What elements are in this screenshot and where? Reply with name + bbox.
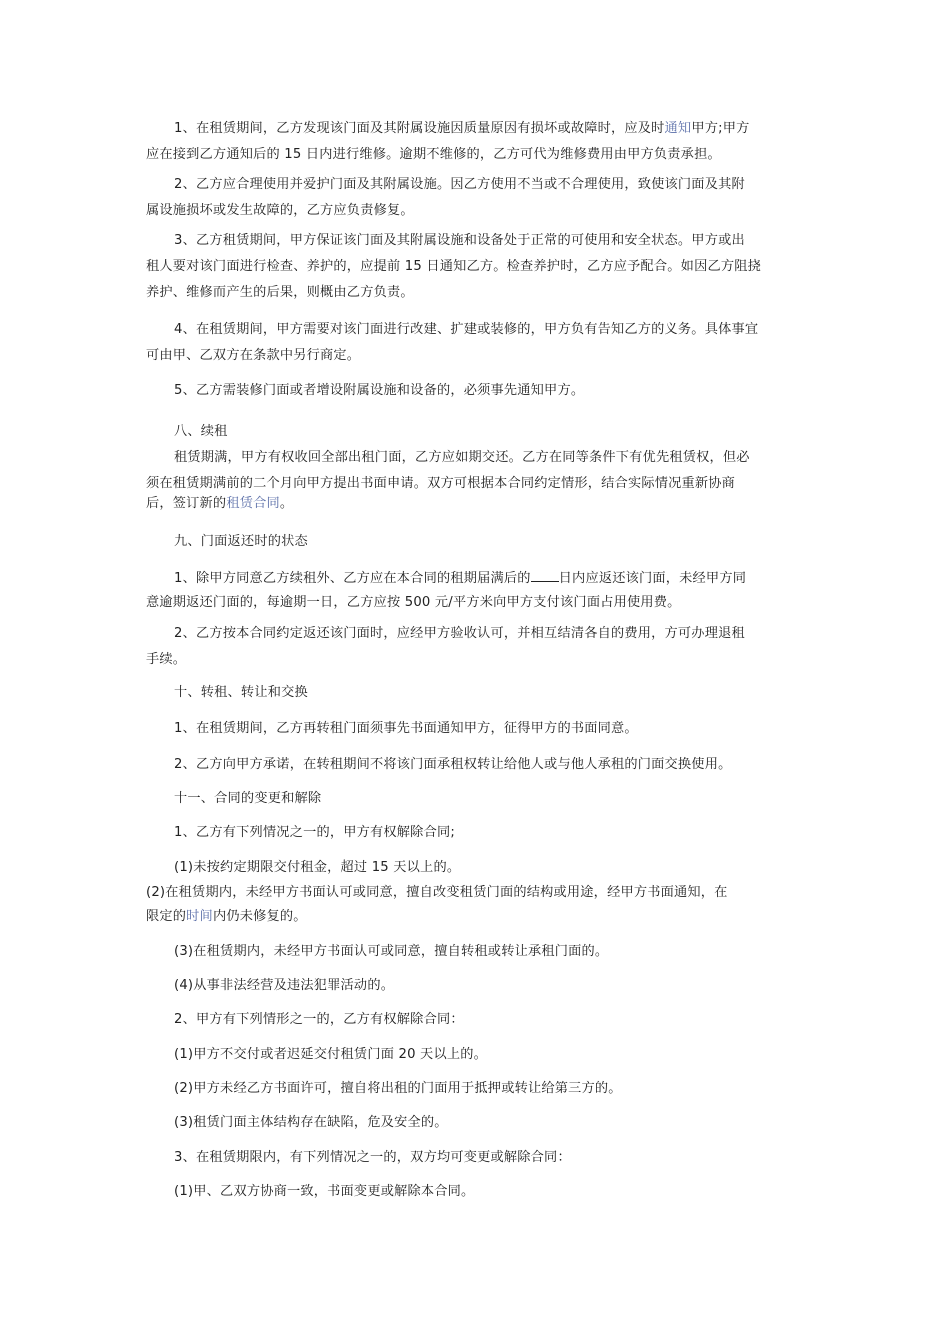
text-run: 5、乙方需装修门面或者增设附属设施和设备的，必须事先通知甲方。 [174,383,585,398]
text-line [174,320,758,340]
text-run: (3)在租赁期内，未经甲方书面认可或同意，擅自转租或转让承租门面的。 [174,944,609,959]
text-run: 十一、合同的变更和解除 [174,791,322,806]
text-run: 属设施损坏或发生故障的，乙方应负责修复。 [146,203,414,218]
text-line [174,858,460,878]
text-line [174,381,584,401]
text-line [174,823,455,843]
text-run: (3)租赁门面主体结构存在缺陷，危及安全的。 [174,1115,448,1130]
text-run: 2、乙方应合理使用并爱护门面及其附属设施。因乙方使用不当或不合理使用，致使该门面及其附 [174,177,745,192]
text-line [174,567,746,589]
text-line [174,231,745,251]
text-line [174,422,228,442]
text-run: 。 [279,496,294,511]
text-line [174,1010,464,1030]
text-line [174,119,750,139]
text-run: 2、乙方向甲方承诺，在转租期间不将该门面承租权转让给他人或与他人承租的门面交换使用。 [174,757,732,772]
text-line [146,201,414,221]
text-run: 应在接到乙方通知后的 15 日内进行维修。逾期不维修的，乙方可代为维修费用由甲方负责承担。 [146,147,721,162]
text-line [146,907,307,927]
text-run: (4)从事非法经营及违法犯罪活动的。 [174,978,395,993]
text-line [174,976,394,996]
text-line [146,494,293,514]
text-line [174,448,750,468]
inline-link[interactable]: 时间 [186,909,213,924]
text-run: 日内应返还该门面，未经甲方同 [558,571,747,586]
text-line [174,789,321,809]
text-line [174,1113,448,1133]
text-run: 1、乙方有下列情况之一的，甲方有权解除合同; [174,825,455,840]
text-run: 可由甲、乙双方在条款中另行商定。 [146,348,361,363]
text-run: 1、除甲方同意乙方续租外、乙方应在本合同的租期届满后的 [174,571,531,586]
text-line [174,683,308,703]
text-run: 租赁期满，甲方有权收回全部出租门面，乙方应如期交还。乙方在同等条件下有优先租赁权，但必 [174,450,750,465]
text-run: 2、甲方有下列情形之一的，乙方有权解除合同： [174,1012,464,1027]
text-run: 租人要对该门面进行检查、养护的，应提前 15 日通知乙方。检查养护时，乙方应予配合。如因乙方阻挠 [146,259,762,274]
text-run: (1)甲、乙双方协商一致，书面变更或解除本合同。 [174,1184,475,1199]
text-line [174,1079,622,1099]
text-run: 十、转租、转让和交换 [174,685,308,700]
text-line [174,624,745,644]
text-run: 须在租赁期满前的二个月向甲方提出书面申请。双方可根据本合同约定情形，结合实际情况重新协商 [146,476,736,491]
text-run: 养护、维修而产生的后果，则概由乙方负责。 [146,285,414,300]
text-line [174,1182,474,1202]
text-line [146,346,360,366]
text-line [174,719,638,739]
text-run: 3、在租赁期限内，有下列情况之一的，双方均可变更或解除合同： [174,1150,571,1165]
text-run: 2、乙方按本合同约定返还该门面时，应经甲方验收认可，并相互结清各自的费用，方可办理退租 [174,626,745,641]
text-run: 4、在租赁期间，甲方需要对该门面进行改建、扩建或装修的，甲方负有告知乙方的义务。具体事宜 [174,322,759,337]
text-run: 3、乙方租赁期间，甲方保证该门面及其附属设施和设备处于正常的可使用和安全状态。甲方或出 [174,233,745,248]
text-line [174,942,608,962]
text-line [146,883,728,903]
inline-link[interactable]: 租赁合同 [226,496,280,511]
text-run: 1、在租赁期间，乙方发现该门面及其附属设施因质量原因有损坏或故障时，应及时 [174,121,665,136]
text-line [146,474,735,494]
inline-link[interactable]: 通知 [664,121,692,136]
text-run: 1、在租赁期间，乙方再转租门面须事先书面通知甲方，征得甲方的书面同意。 [174,721,638,736]
text-run: 八、续租 [174,424,228,439]
text-line [174,175,745,195]
fill-in-blank [531,567,559,582]
text-run: 意逾期返还门面的，每逾期一日，乙方应按 500 元/平方米向甲方支付该门面占用使用费。 [146,595,681,610]
text-line [146,145,721,165]
text-run: 九、门面返还时的状态 [174,534,308,549]
text-line [174,1045,487,1065]
text-run: 内仍未修复的。 [212,909,307,924]
text-run: (2)在租赁期内，未经甲方书面认可或同意，擅自改变租赁门面的结构或用途，经甲方书面通知，在 [146,885,728,900]
text-line [174,532,308,552]
text-run: 后，签订新的 [146,496,227,511]
text-run: 限定的 [146,909,187,924]
text-run: (1)甲方不交付或者迟延交付租赁门面 20 天以上的。 [174,1047,487,1062]
text-run: 甲方;甲方 [691,121,750,136]
text-line [146,650,186,670]
text-line [174,1148,571,1168]
text-run: (1)未按约定期限交付租金，超过 15 天以上的。 [174,860,461,875]
text-line [146,257,761,277]
text-line [146,283,414,303]
text-run: (2)甲方未经乙方书面许可，擅自将出租的门面用于抵押或转让给第三方的。 [174,1081,622,1096]
text-line [146,593,681,613]
text-run: 手续。 [146,652,187,667]
text-line [174,755,731,775]
